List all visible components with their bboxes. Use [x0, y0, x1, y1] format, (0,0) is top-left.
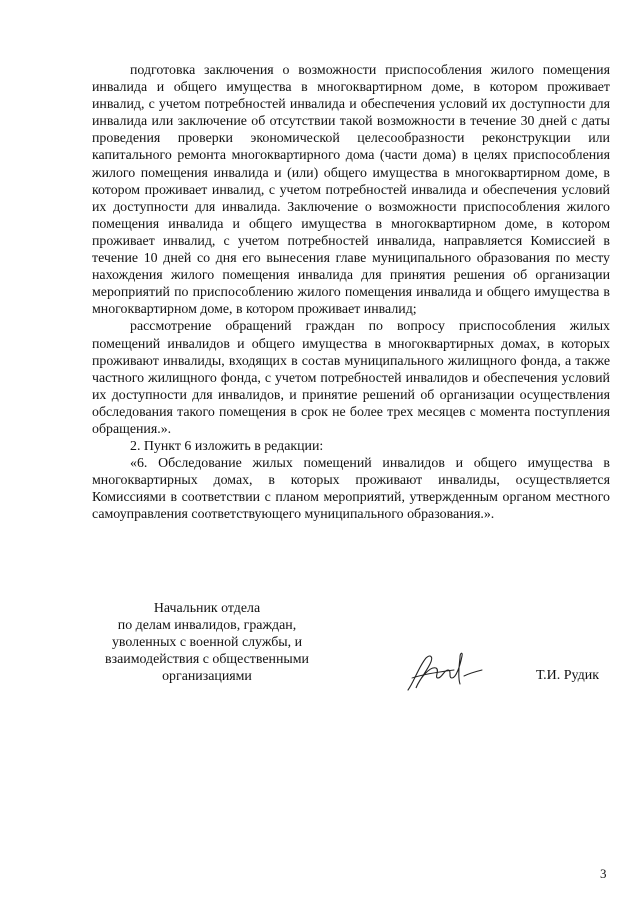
position-line: по делам инвалидов, граждан,	[117, 618, 297, 634]
paragraph-3: 2. Пункт 6 изложить в редакции:	[130, 439, 324, 455]
position-line: уволенных с военной службы, и	[111, 635, 303, 651]
position-line: организациями	[162, 669, 252, 685]
paragraph-1: подготовка заключения о возможности приспособления жилого помещения инвалида и общего имущества в многоквартирном доме, в котором проживает инвалид, с учетом потребностей инвалида и обеспечения условий их доступности для инвалида или заключение об отсутствии такой возможности в течение 30 дней с даты проведения проверки экономической целесообразности реконструкции или капитального ремонта многоквартирного дома (части дома) в целях приспособления жилого помещения инвалида и (или) общего имущества в многоквартирном доме, в котором проживает инвалид, с учетом потребностей инвалида и обеспечения условий их доступности для инвалида. Заключение о возможности приспособления жилого помещения инвалида и общего имущества в многоквартирном доме, в котором проживает инвалид, с учетом потребностей инвалида, направляется Комиссией в течение 10 дней со дня его вынесения главе муниципального образования по месту нахождения жилого помещения инвалида для принятия решения об организации мероприятий по приспособлению жилого помещения инвалида и общего имущества в многоквартирном доме, в котором проживает инвалид;	[92, 63, 610, 318]
position-line: взаимодействия с общественными	[105, 652, 309, 668]
body-text	[92, 62, 610, 524]
position-line: Начальник отдела	[153, 601, 261, 616]
signer-name: Т.И. Рудик	[536, 668, 600, 683]
paragraph-2: рассмотрение обращений граждан по вопросу приспособления жилых помещений инвалидов и общего имущества в многоквартирных домах, в которых проживают инвалиды, входящих в состав муниципального жилищного фонда, а также частного жилищного фонда, с учетом потребностей инвалидов и обеспечения условий их доступности для инвалидов, и принятие решений об организации осуществления обследования такого помещения в срок не более трех месяцев с момента поступления обращения.».	[92, 319, 610, 437]
paragraph-4: «6. Обследование жилых помещений инвалидов и общего имущества в многоквартирных домах, в которых проживают инвалиды, осуществляется Комиссиями в соответствии с планом мероприятий, утвержденным органом местного самоуправления соответствующего муниципального образования.».	[92, 456, 610, 523]
signer-position	[92, 600, 322, 685]
page-number: 3	[600, 866, 607, 881]
handwritten-signature-icon	[404, 648, 484, 694]
